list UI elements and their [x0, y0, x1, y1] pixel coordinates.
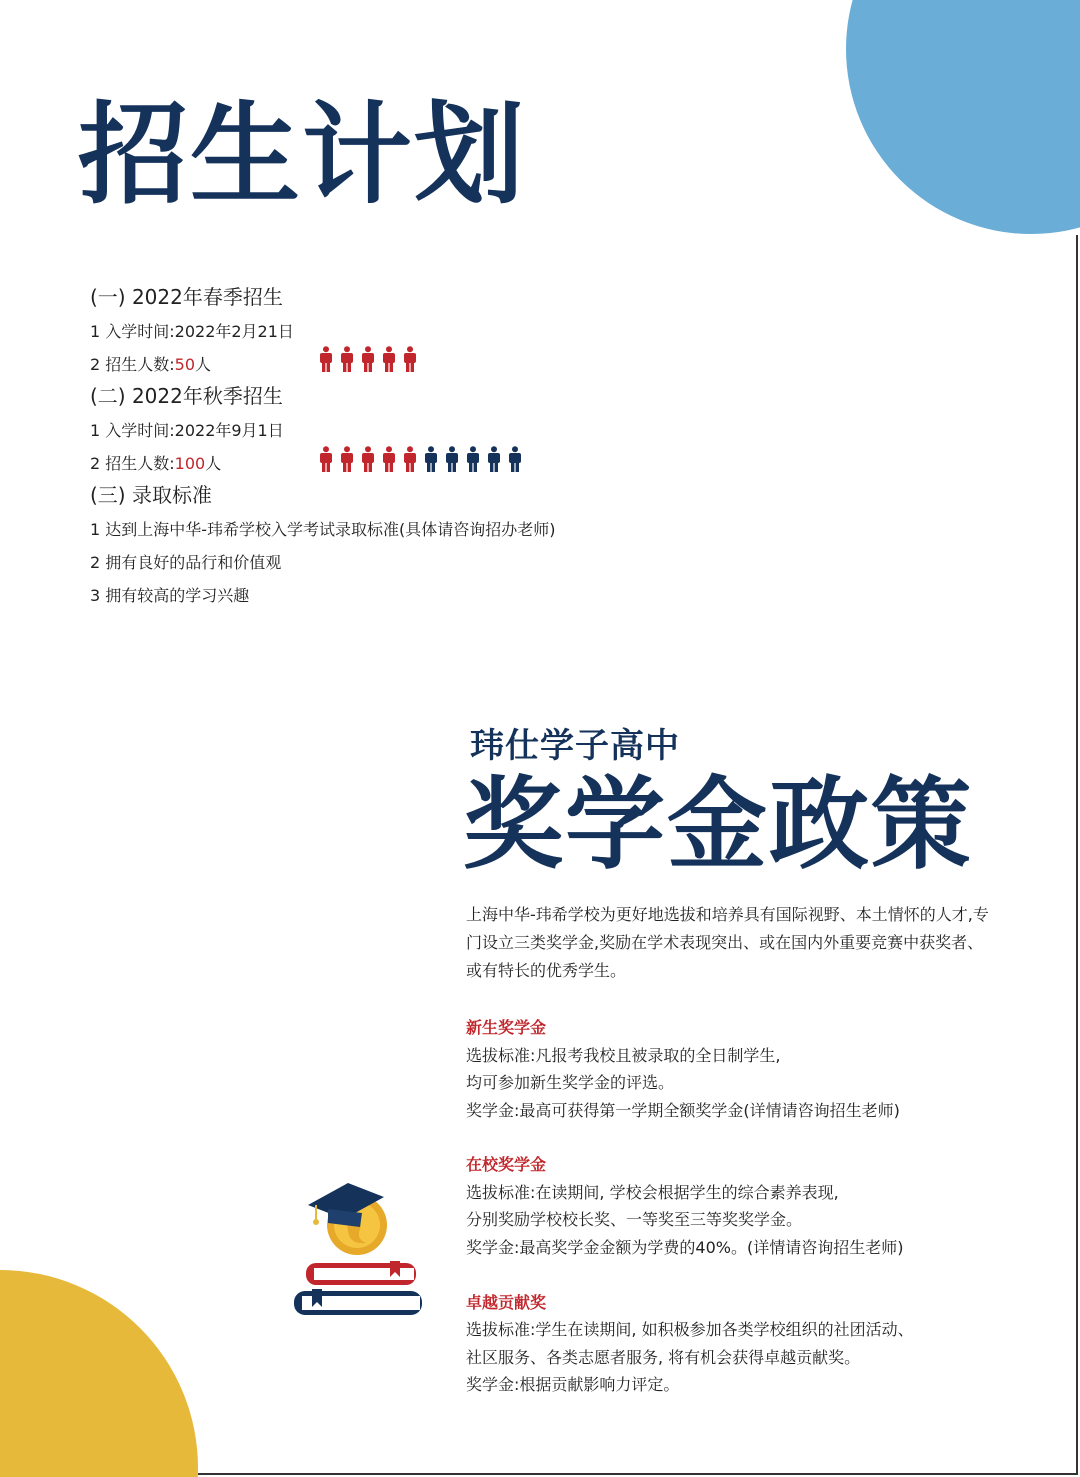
person-icon [360, 446, 376, 472]
person-icon [507, 446, 523, 472]
person-icon [402, 446, 418, 472]
decorative-yellow-quarter-circle [0, 1270, 198, 1477]
section-line: 均可参加新生奖学金的评选。 [466, 1073, 675, 1092]
section-line: 选拔标准:学生在读期间, 如积极参加各类学校组织的社团活动、 [466, 1320, 914, 1339]
autumn-count-value: 100 [174, 454, 206, 473]
spring-heading: (一) 2022年春季招生 [90, 285, 283, 309]
person-icon [381, 346, 397, 372]
graduation-cap-books-icon [290, 1175, 425, 1335]
autumn-count [90, 454, 221, 473]
autumn-count-suffix: 人 [205, 454, 222, 473]
section-line: 奖学金:最高可获得第一学期全额奖学金(详情请咨询招生老师) [466, 1101, 900, 1120]
autumn-count-prefix: 2 招生人数: [90, 454, 175, 473]
section-line: 选拔标准:凡报考我校且被录取的全日制学生, [466, 1046, 781, 1065]
section-line: 分别奖励学校校长奖、一等奖至三等奖奖学金。 [466, 1210, 803, 1229]
person-icon [444, 446, 460, 472]
person-icon [360, 346, 376, 372]
criteria-heading: (三) 录取标准 [90, 483, 212, 507]
criteria-item: 1 达到上海中华-玮希学校入学考试录取标准(具体请咨询招办老师) [90, 520, 556, 539]
section-heading-contribution: 卓越贡献奖 [466, 1293, 547, 1312]
spring-count-suffix: 人 [195, 355, 212, 374]
person-icon [318, 346, 334, 372]
person-icon [318, 446, 334, 472]
section-heading-in-school: 在校奖学金 [466, 1155, 547, 1174]
autumn-time: 1 入学时间:2022年9月1日 [90, 421, 284, 440]
criteria-item: 2 拥有良好的品行和价值观 [90, 553, 282, 572]
section-line: 奖学金:根据贡献影响力评定。 [466, 1375, 680, 1394]
person-icon [339, 346, 355, 372]
spring-people-icons [318, 346, 418, 372]
person-icon [423, 446, 439, 472]
section-heading-new-student: 新生奖学金 [466, 1018, 547, 1037]
decorative-blue-circle [846, 0, 1080, 234]
enroll-title: 招生计划 [78, 91, 526, 219]
autumn-people-icons [318, 446, 523, 472]
person-icon [486, 446, 502, 472]
frame-line-bottom [198, 1473, 1078, 1475]
criteria-item: 3 拥有较高的学习兴趣 [90, 586, 250, 605]
scholarship-intro: 上海中华-玮希学校为更好地选拔和培养具有国际视野、本土情怀的人才,专门设立三类奖学金,奖励在学术表现突出、或在国内外重要竞赛中获奖者、或有特长的优秀学生。 [466, 905, 989, 980]
frame-line-right [1076, 235, 1078, 1475]
spring-count-value: 50 [174, 355, 196, 374]
section-line: 社区服务、各类志愿者服务, 将有机会获得卓越贡献奖。 [466, 1348, 861, 1367]
autumn-heading: (二) 2022年秋季招生 [90, 384, 283, 408]
person-icon [402, 346, 418, 372]
person-icon [339, 446, 355, 472]
scholarship-title: 奖学金政策 [463, 766, 973, 883]
spring-count [90, 355, 211, 374]
person-icon [465, 446, 481, 472]
scholarship-subtitle: 玮仕学子高中 [470, 726, 680, 766]
section-line: 选拔标准:在读期间, 学校会根据学生的综合素养表现, [466, 1183, 839, 1202]
spring-count-prefix: 2 招生人数: [90, 355, 175, 374]
spring-time: 1 入学时间:2022年2月21日 [90, 322, 294, 341]
person-icon [381, 446, 397, 472]
section-line: 奖学金:最高奖学金金额为学费的40%。(详情请咨询招生老师) [466, 1238, 904, 1257]
